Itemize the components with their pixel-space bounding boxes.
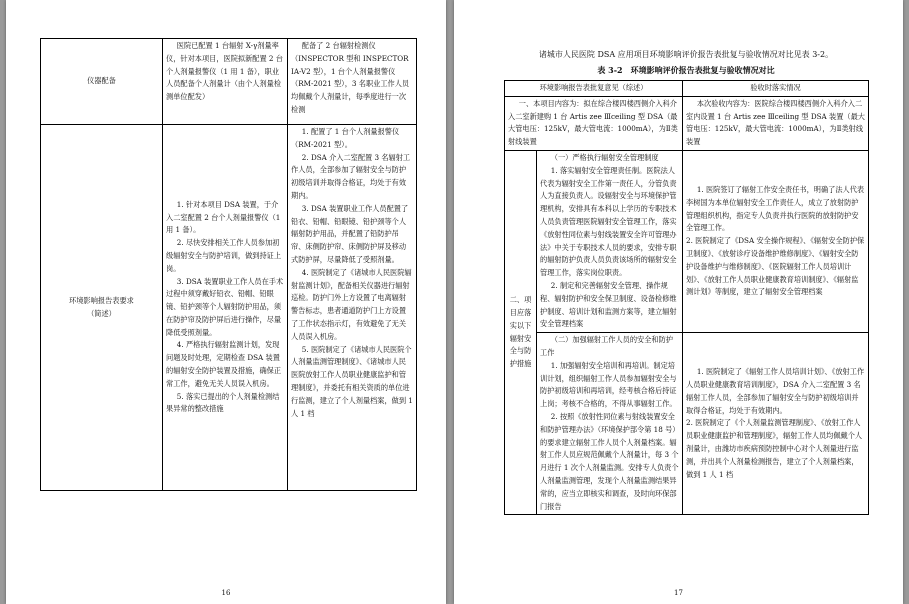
table-row [505,333,869,515]
header-approval: 环境影响报告表批复意见（综述） [505,81,683,97]
document-page-16 [6,0,446,604]
item1-heading: （一）严格执行辐射安全管理制度 [550,152,659,162]
row-label-instruments: 仪器配备 [41,39,163,125]
requirement-list [163,125,288,491]
requirement-item: 3. DSA 装置职业工作人员在手术过程中须穿戴好铅衣、铅帽、铅眼镜、铅护颈等个人辐射防护用品，须在防护帘及防护屏后进行操作，尽量降低受照剂量。 [166,276,284,337]
implementation-item: 4. 医院制定了《诸城市人民医院辐射监测计划》，配备相关仪器进行辐射巡检。防护门外上方设置了电离辐射警告标志，患者通道防护门上方设置了工作状态指示灯，有效避免了无关人员误入机房。 [291,267,412,341]
item1-approval [537,150,683,332]
project-content-approval: 一、本项目内容为：拟在综合楼四楼西侧介入科介入二室新建购 1 台 Artis zee Ⅲceiling 型 DSA（最大管电压：125kV，最大管电流：1000mA），为Ⅱ类射线装置 [505,96,683,150]
implementation-item: 1. 配置了 1 台个人剂量报警仪（RM-2021 型）。 [291,127,400,149]
requirement-item: 1. 针对本项目 DSA 装置，于介入二室配置 2 台个人剂量报警仪（1 用 1 备）。 [166,199,281,235]
implementation-item: 5. 医院制定了《诸城市人民医院个人剂量监测管理制度》、《诸城市人民医院放射工作人员职业健康监护和管理制度》，并委托有相关资质的单位进行监测，建立了个人剂量档案，做到 1 人 1 档 [291,344,413,418]
item1-acceptance [683,150,869,332]
intro-text: 诸城市人民医院 DSA 应用项目环境影响评价报告表批复与验收情况对比见表 3-2。 [538,50,834,59]
table-row [41,39,417,125]
item1-para1: 1. 落实辐射安全管理责任制。医院法人代表为辐射安全工作第一责任人，分管负责人为直接负责人。设辐射安全与环境保护管理机构，安排具有本科以上学历的专职技术人员负责管理医院辐射安全管理工作，落实《放射性同位素与射线装置安全许可管理办法》中关于专职技术人员的要求，安排专职的辐射防护负责人员负责该场所的辐射安全管理工作，落实岗位职责。 [540,165,677,278]
comparison-table [504,80,869,515]
implementation-list [288,125,417,491]
header-acceptance: 验收时落实情况 [683,81,869,97]
table-continued [40,38,417,491]
item2-para2: 2. 按照《放射性同位素与射线装置安全和防护管理办法》（环境保护部令第 18 号）的要求建立辐射工作人员个人剂量档案。辐射工作人员应规范佩戴个人剂量计，每 3 个月进行 1 次个人剂量监测。安排专人负责个人剂量监测管理，发现个人剂量监测结果异常的，应当立即核实和调查，及时向环保部门报告 [540,411,679,511]
requirement-item: 2. 尽快安排相关工作人员参加初级辐射安全与防护培训，做到持证上岗。 [166,238,282,273]
item1-para2: 2. 制定和完善辐射安全管理、操作规程、辐射防护和安全保卫制度、设备检修维护制度、培训计划和监测方案等，建立辐射安全管理档案 [540,280,677,329]
implementation-item: 3. DSA 装置职业工作人员配置了铅衣、铅帽、铅眼镜、铅护颈等个人辐射防护用品，并配置了铅防护吊帘、床侧防护帘、床侧防护屏及移动式防护屏，尽量降低了受照剂量。 [291,203,409,264]
row-label-line1: 环境影响报告表要求 [69,295,134,305]
item1-acceptance-text: 1. 医院签订了辐射工作安全责任书，明确了法人代表李树国为本单位辐射安全工作责任人，成立了放射防护管理组织机构，指定专人负责并执行医院的放射防护安全管理工作。 2. 医院制定了《DSA 安全操作规程》、《辐射安全防护保卫制度》、《放射诊疗设备维护维修制度》、《辐射安全防护设备维护与维修制度》、《医院辐射工作人员培训计划》、《放射工作人员职业健康教育培训制度》、《辐射监测计划》等制度，建立了辐射安全管理档案 [686,184,865,297]
page-number: 17 [674,589,683,597]
page-number: 16 [221,589,231,597]
item2-heading: （二）加强辐射工作人员的安全和防护工作 [540,335,673,357]
item2-acceptance-text: 1. 医院制定了《辐射工作人员培训计划》、《放射工作人员职业健康教育培训制度》，DSA 介入二室配置 3 名辐射工作人员，全部参加了辐射安全与防护初级培训并取得合格证，均处于有效期内。 2. 医院制定了《个人剂量监测管理制度》、《放射工作人员职业健康监护和管理制度》，辐射工作人员均佩戴个人剂量计，由潍坊市疾病预防控制中心对个人剂量进行监测，并出具个人剂量检测报告，建立了个人剂量档案，做到 1 人 1 档 [686,367,865,479]
table-row [505,150,869,332]
project-content-acceptance: 本次验收内容为：医院综合楼四楼西侧介入科介入二室内设置 1 台 Artis zee Ⅲceiling 型 DSA 装置（最大管电压：125kV，最大管电流：1000mA），为Ⅱ类射线装置 [683,96,869,150]
item2-approval [537,333,683,515]
table-row [41,125,417,491]
requirement-item: 5. 落实已提出的个人剂量检测结果异常的整改措施 [166,391,280,414]
row-label-line2: （简述） [87,308,116,318]
implementation-instruments: 配备了 2 台辐射检测仪（INSPECTOR 型和 INSPECTOR IA-V2 型），1 台个人剂量报警仪（RM-2021 型），3 名职业工作人员均佩戴个人剂量计，每季度进行一次检测 [288,39,417,125]
item2-para1: 1. 加强辐射安全培训和再培训。制定培训计划，组织辐射工作人员参加辐射安全与防护初级培训和再培训，经考核合格后持证上岗；考核不合格的，不得从事辐射工作。 [540,360,677,409]
table-row [505,96,869,150]
row-label-requirements [41,125,163,491]
requirement-instruments: 医院已配置 1 台辐射 X-γ剂量率仪，针对本项目，医院拟新配置 2 台个人剂量报警仪（1 用 1 备），职业人员配备个人剂量计（由个人剂量检测单位配发） [163,39,288,125]
table-caption: 表 3-2 环境影响评价报告表批复与验收情况对比 [597,65,775,75]
section-label: 二、项目应落实以下辐射安全与防护措施 [505,150,537,514]
table-header-row [505,81,869,97]
document-page-17 [454,0,903,604]
item2-acceptance [683,333,869,515]
implementation-item: 2. DSA 介入二室配置 3 名辐射工作人员，全部参加了辐射安全与防护初级培训并取得合格证，均处于有效期内。 [291,152,411,200]
requirement-item: 4. 严格执行辐射监测计划，发现问题及时处理，定期检查 DSA 装置的辐射安全防护装置及措施，确保正常工作，避免无关人员误入机房。 [166,340,282,388]
